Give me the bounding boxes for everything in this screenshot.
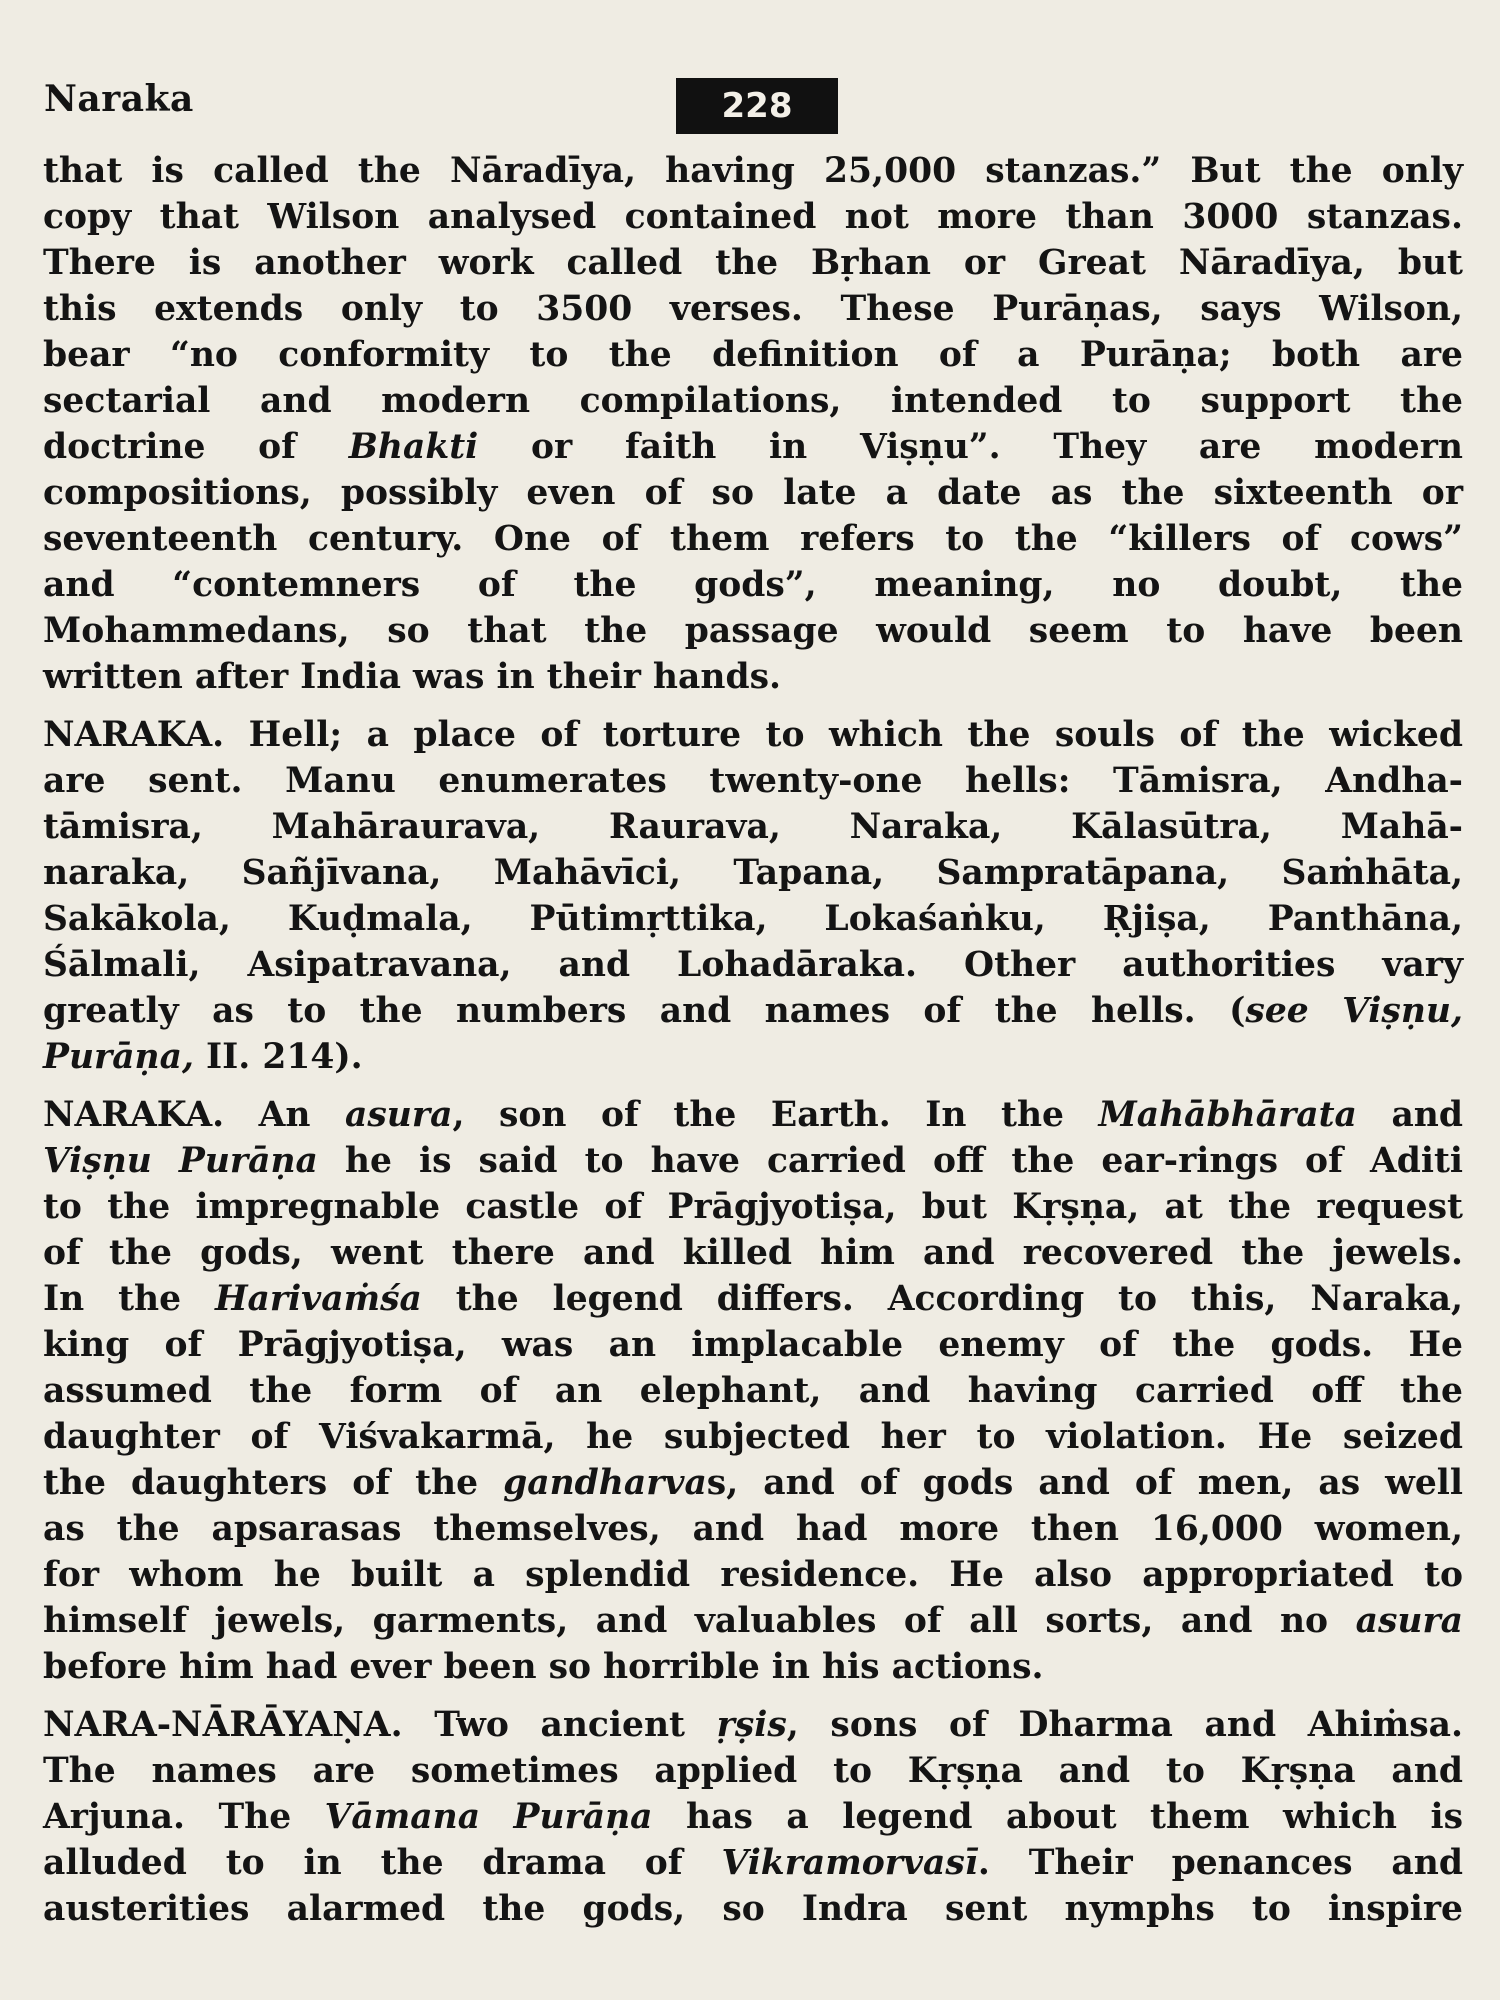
text-line: to the impregnable castle of Prāgjyotiṣa, but Kṛṣṇa, at the request bbox=[43, 1187, 1463, 1227]
italic-term: see Viṣṇu, bbox=[1245, 991, 1463, 1031]
italic-term: Vāmana Purāṇa bbox=[324, 1797, 653, 1837]
text-line: The names are sometimes applied to Kṛṣṇa and to Kṛṣṇa and bbox=[43, 1751, 1463, 1791]
text-fragment: . Their penances and bbox=[977, 1843, 1463, 1883]
italic-term: asura bbox=[1355, 1601, 1463, 1641]
italic-term: ṛṣis bbox=[716, 1705, 787, 1745]
continuation-paragraph bbox=[43, 148, 1463, 700]
text-line: seventeenth century. One of them refers to the “killers of cows” bbox=[43, 519, 1463, 559]
text-line bbox=[43, 1276, 1463, 1322]
text-line: daughter of Viśvakarmā, he subjected her to violation. He seized bbox=[43, 1417, 1463, 1457]
text-fragment: , son of the Earth. In the bbox=[452, 1095, 1099, 1135]
text-fragment: has a legend about them which is bbox=[652, 1797, 1463, 1837]
text-fragment: In the bbox=[43, 1279, 215, 1319]
entry-nara-narayana bbox=[43, 1702, 1463, 1932]
italic-term: Bhakti bbox=[348, 427, 479, 467]
text-fragment: An bbox=[224, 1095, 346, 1135]
text-line: of the gods, went there and killed him and recovered the jewels. bbox=[43, 1233, 1463, 1273]
text-fragment: the daughters of the bbox=[43, 1463, 504, 1503]
text-line bbox=[43, 424, 1463, 470]
text-line bbox=[43, 1794, 1463, 1840]
italic-term: asura bbox=[345, 1095, 453, 1135]
text-line: as the apsarasas themselves, and had more then 16,000 women, bbox=[43, 1509, 1463, 1549]
text-line: bear “no conformity to the definition of a Purāṇa; both are bbox=[43, 335, 1463, 375]
text-fragment: greatly as to the numbers and names of the hells. ( bbox=[43, 991, 1246, 1031]
text-line: sectarial and modern compilations, intended to support the bbox=[43, 381, 1463, 421]
text-line: Śālmali, Asipatravana, and Lohadāraka. Other authorities vary bbox=[43, 945, 1463, 985]
text-fragment: or faith in Viṣṇu”. They are modern bbox=[478, 427, 1463, 467]
italic-term: Vikramorvasī bbox=[721, 1843, 978, 1883]
text-line: Sakākola, Kuḍmala, Pūtimṛttika, Lokaśaṅku, Ṛjiṣa, Panthāna, bbox=[43, 899, 1463, 939]
text-fragment: , sons of Dharma and Ahiṁsa. bbox=[786, 1705, 1463, 1745]
text-fragment: s, and of gods and of men, as well bbox=[706, 1463, 1464, 1503]
italic-term: Harivaṁśa bbox=[214, 1279, 422, 1319]
text-line bbox=[43, 1840, 1463, 1886]
text-fragment: himself jewels, garments, and valuables of all sorts, and no bbox=[43, 1601, 1356, 1641]
text-fragment: Hell; a place of torture to which the souls of the wicked bbox=[224, 715, 1463, 755]
entry-headword: NARA-NĀRĀYAṆA. bbox=[43, 1705, 403, 1745]
text-line: this extends only to 3500 verses. These Purāṇas, says Wilson, bbox=[43, 289, 1463, 329]
italic-term: Viṣṇu Purāṇa bbox=[43, 1141, 318, 1181]
text-line: king of Prāgjyotiṣa, was an implacable enemy of the gods. He bbox=[43, 1325, 1463, 1365]
text-line: Mohammedans, so that the passage would seem to have been bbox=[43, 611, 1463, 651]
text-line: written after India was in their hands. bbox=[43, 657, 782, 697]
page-number: 228 bbox=[676, 78, 838, 134]
text-fragment: he is said to have carried off the ear-rings of Aditi bbox=[317, 1141, 1463, 1181]
text-line bbox=[43, 988, 1463, 1034]
page-body bbox=[43, 148, 1463, 1932]
running-head: Naraka bbox=[44, 78, 194, 120]
text-line: are sent. Manu enumerates twenty-one hells: Tāmisra, Andha- bbox=[43, 761, 1463, 801]
text-line bbox=[43, 1092, 1463, 1138]
text-line: before him had ever been so horrible in his actions. bbox=[43, 1647, 1044, 1687]
text-line: copy that Wilson analysed contained not more than 3000 stanzas. bbox=[43, 197, 1463, 237]
text-line: for whom he built a splendid residence. He also appropriated to bbox=[43, 1555, 1463, 1595]
text-fragment: II. 214). bbox=[194, 1037, 363, 1077]
text-line: compositions, possibly even of so late a date as the sixteenth or bbox=[43, 473, 1463, 513]
entry-naraka-asura bbox=[43, 1092, 1463, 1690]
italic-term: Mahābhārata bbox=[1098, 1095, 1357, 1135]
text-fragment: the legend differs. According to this, Naraka, bbox=[421, 1279, 1464, 1319]
text-fragment: Two ancient bbox=[402, 1705, 717, 1745]
text-line bbox=[43, 1460, 1463, 1506]
text-fragment: alluded to in the drama of bbox=[43, 1843, 722, 1883]
text-line: and “contemners of the gods”, meaning, no doubt, the bbox=[43, 565, 1463, 605]
text-line bbox=[43, 1598, 1463, 1644]
text-fragment: doctrine of bbox=[43, 427, 349, 467]
text-line: There is another work called the Bṛhan or Great Nāradīya, but bbox=[43, 243, 1463, 283]
text-line bbox=[43, 1034, 1463, 1080]
text-fragment: Arjuna. The bbox=[43, 1797, 325, 1837]
text-line bbox=[43, 712, 1463, 758]
entry-naraka-hell bbox=[43, 712, 1463, 1080]
entry-headword: NARAKA. bbox=[43, 1095, 225, 1135]
entry-headword: NARAKA. bbox=[43, 715, 225, 755]
text-line: tāmisra, Mahāraurava, Raurava, Naraka, Kālasūtra, Mahā- bbox=[43, 807, 1463, 847]
text-line bbox=[43, 1702, 1463, 1748]
text-line: austerities alarmed the gods, so Indra sent nymphs to inspire bbox=[43, 1889, 1463, 1929]
text-line: naraka, Sañjīvana, Mahāvīci, Tapana, Sampratāpana, Saṁhāta, bbox=[43, 853, 1463, 893]
text-line: assumed the form of an elephant, and having carried off the bbox=[43, 1371, 1463, 1411]
text-line: that is called the Nāradīya, having 25,000 stanzas.” But the only bbox=[43, 151, 1463, 191]
italic-term: gandharva bbox=[503, 1463, 707, 1503]
italic-term: Purāṇa, bbox=[43, 1037, 195, 1077]
text-line bbox=[43, 1138, 1463, 1184]
text-fragment: and bbox=[1356, 1095, 1464, 1135]
